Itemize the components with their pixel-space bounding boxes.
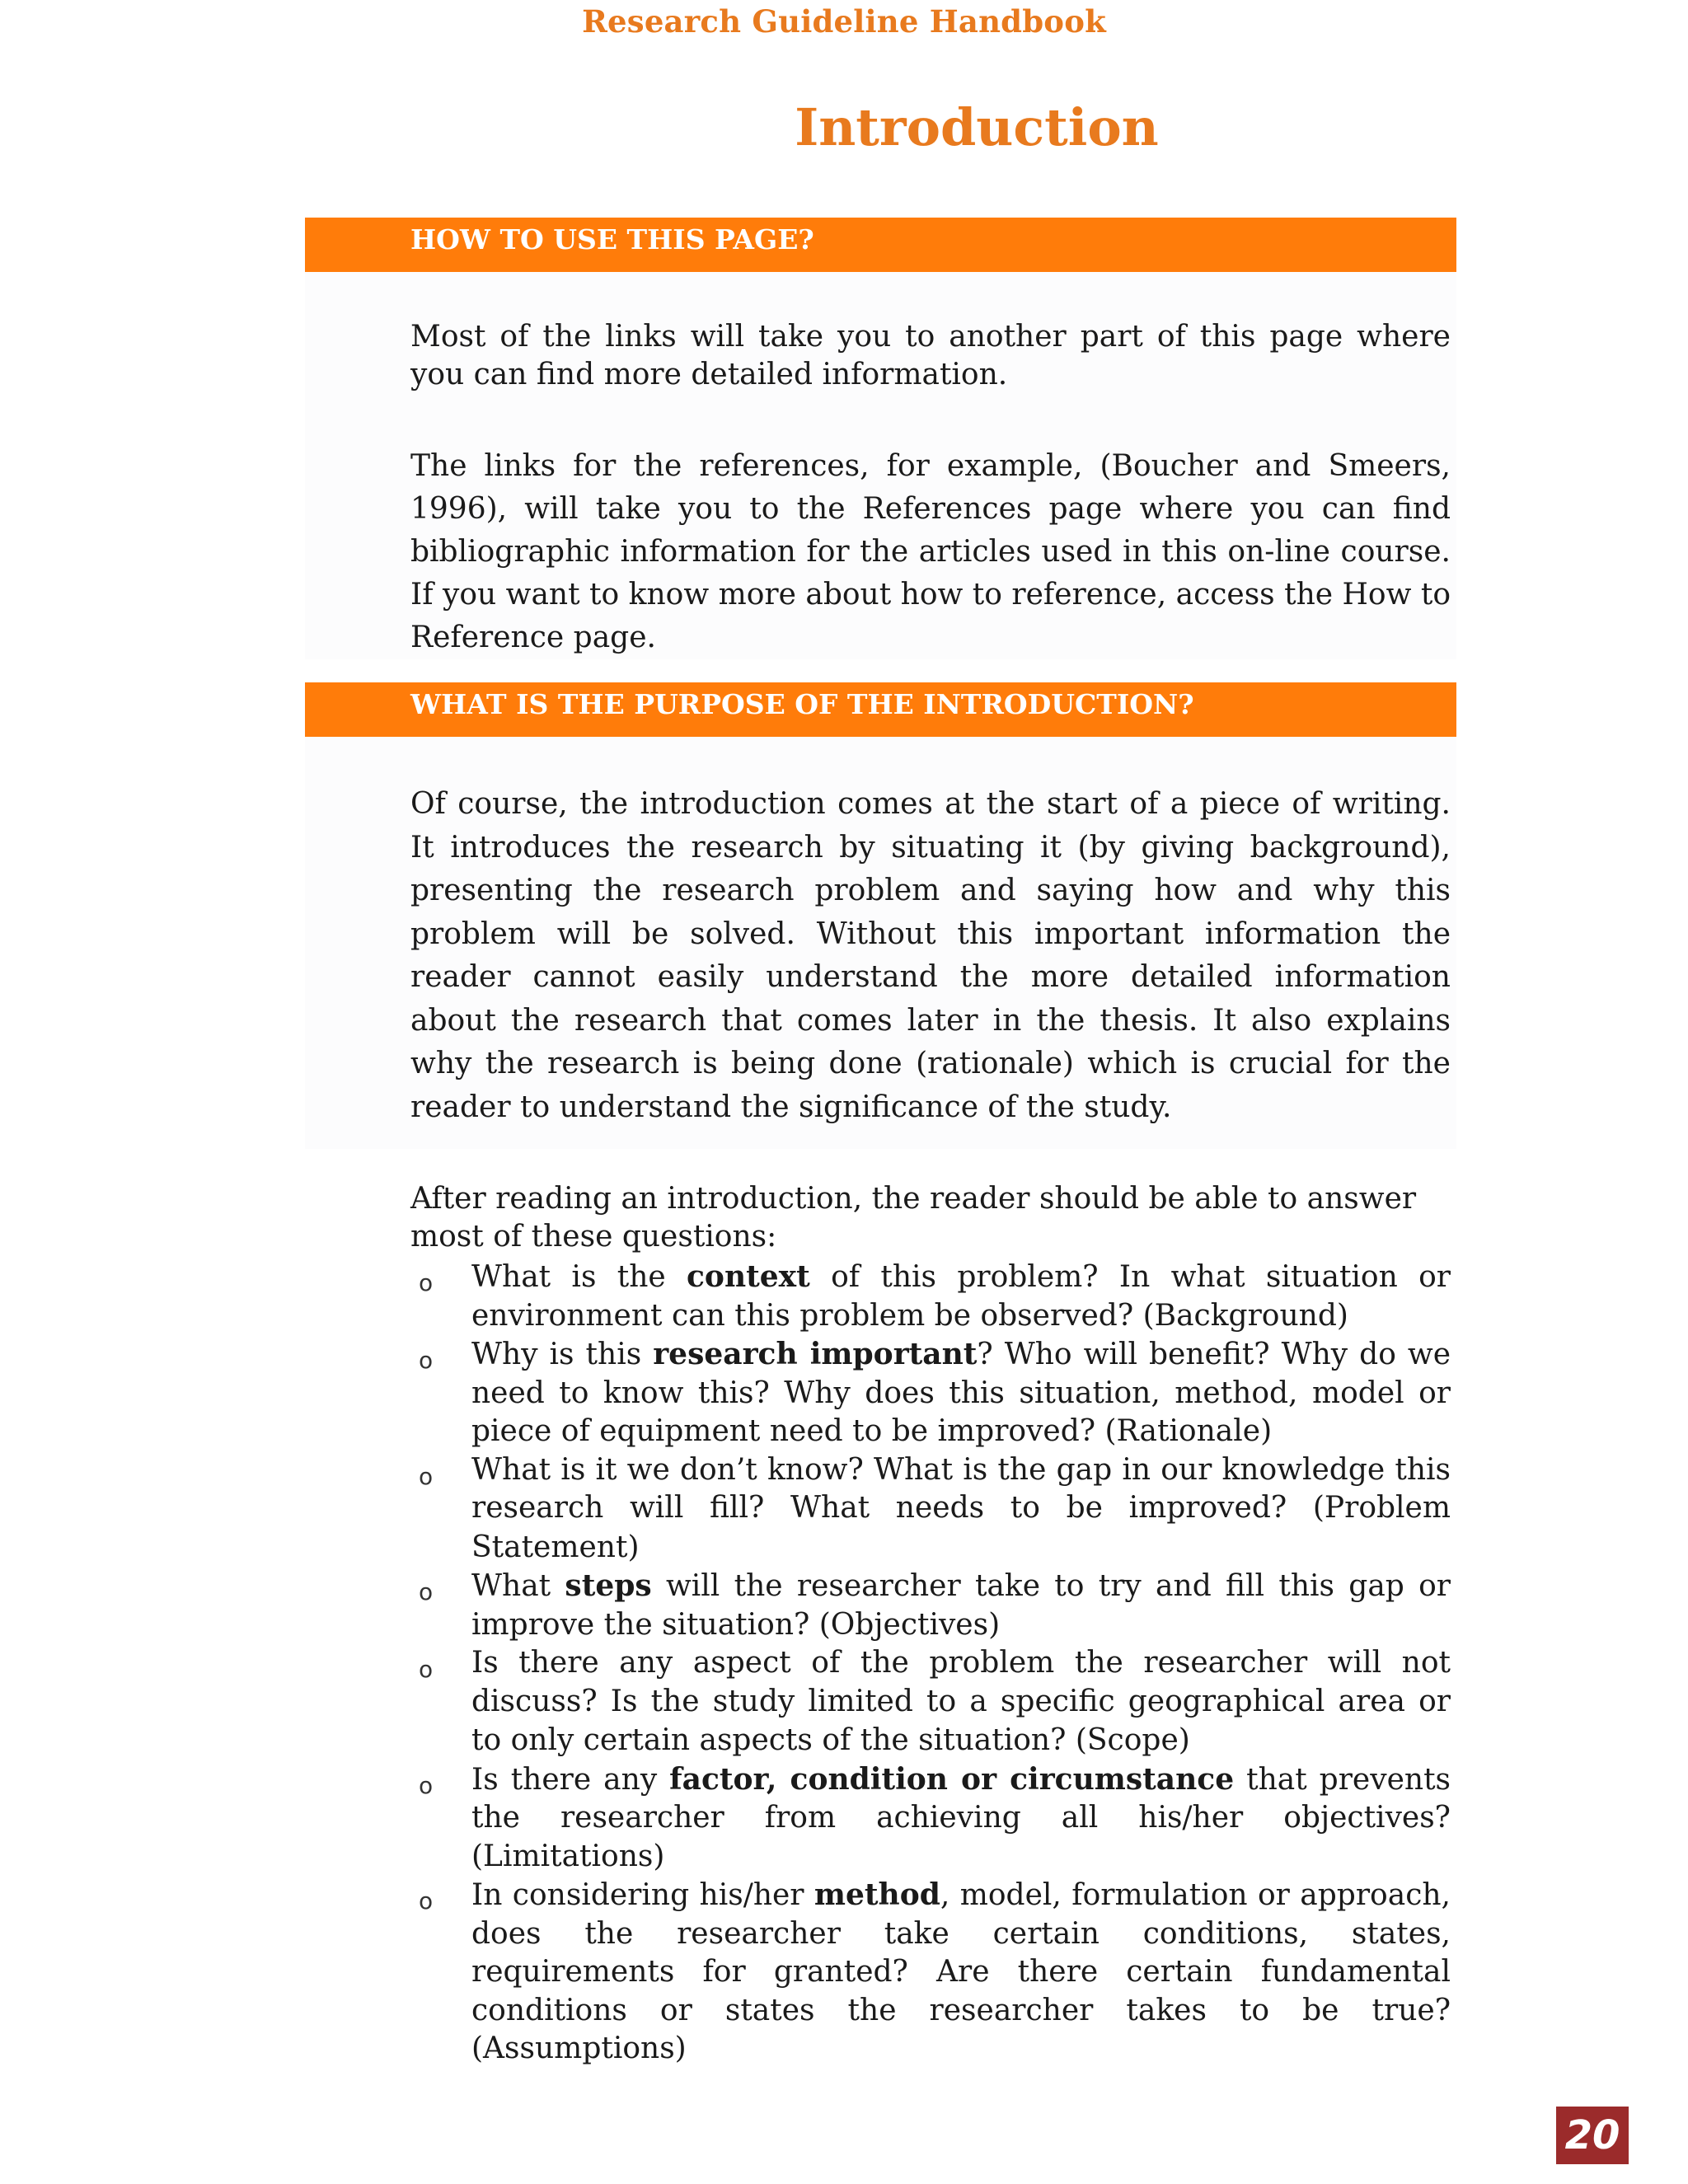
section-heading-how-to-use: HOW TO USE THIS PAGE? (305, 218, 1456, 272)
list-item: o What is the context of this problem? In what situation or environment can this problem be observed? (Background) (419, 1259, 1451, 1333)
page-number-badge: 20 (1556, 2107, 1629, 2164)
list-item: o What is it we don’t know? What is the gap in our knowledge this research will fill? What needs to be improved? (Problem Statement) (419, 1452, 1451, 1564)
bullet-icon: o (419, 1656, 434, 1683)
paragraph-introduction-purpose: Of course, the introduction comes at the start of a piece of writing. It introduces the research by situating it (by giving background), presenting the research problem and saying how and why this problem will be solved. Without this important information the reader cannot easily understand the more detailed information about the research that comes later in the thesis. It also explains why the research is being done (rationale) which is crucial for the reader to understand the significance of the study. (410, 787, 1451, 1124)
bullet-icon: o (419, 1347, 434, 1374)
list-item: o In considering his/her method, model, formulation or approach, does the researcher take certain conditions, states, requirements for granted? Are there certain fundamental conditions or states the researcher takes to be true? (Assumptions) (419, 1877, 1451, 2065)
page-title: Introduction (795, 97, 1159, 157)
list-item: o What steps will the researcher take to try and fill this gap or improve the situation? (Objectives) (419, 1568, 1451, 1642)
paragraph-questions-lead: After reading an introduction, the reader should be able to answer most of these questions: (410, 1182, 1417, 1254)
paragraph-references-info: The links for the references, for example, (Boucher and Smeers, 1996), will take you to the References page where you can find bibliographic information for the articles used in this on-line course. If you want to know more about how to reference, access the How to Reference page. (410, 449, 1451, 654)
bullet-icon: o (419, 1578, 434, 1605)
bullet-icon: o (419, 1887, 434, 1915)
paragraph-links-info: Most of the links will take you to another part of this page where you can find more detailed information. (410, 320, 1451, 391)
list-item: o Why is this research important? Who will benefit? Why do we need to know this? Why does this situation, method, model or piece of equipment need to be improved? (Rationale) (419, 1337, 1451, 1448)
bullet-icon: o (419, 1269, 434, 1296)
question-list (410, 1258, 1451, 2069)
bullet-icon: o (419, 1462, 434, 1490)
running-header: Research Guideline Handbook (582, 3, 1106, 40)
list-item: o Is there any aspect of the problem the researcher will not discuss? Is the study limited to a specific geographical area or to only certain aspects of the situation? (Scope) (419, 1646, 1451, 1757)
list-item: o Is there any factor, condition or circumstance that prevents the researcher from achieving all his/her objectives? (Limitations) (419, 1761, 1451, 1873)
section-heading-purpose: WHAT IS THE PURPOSE OF THE INTRODUCTION? (305, 682, 1456, 737)
bullet-icon: o (419, 1771, 434, 1799)
